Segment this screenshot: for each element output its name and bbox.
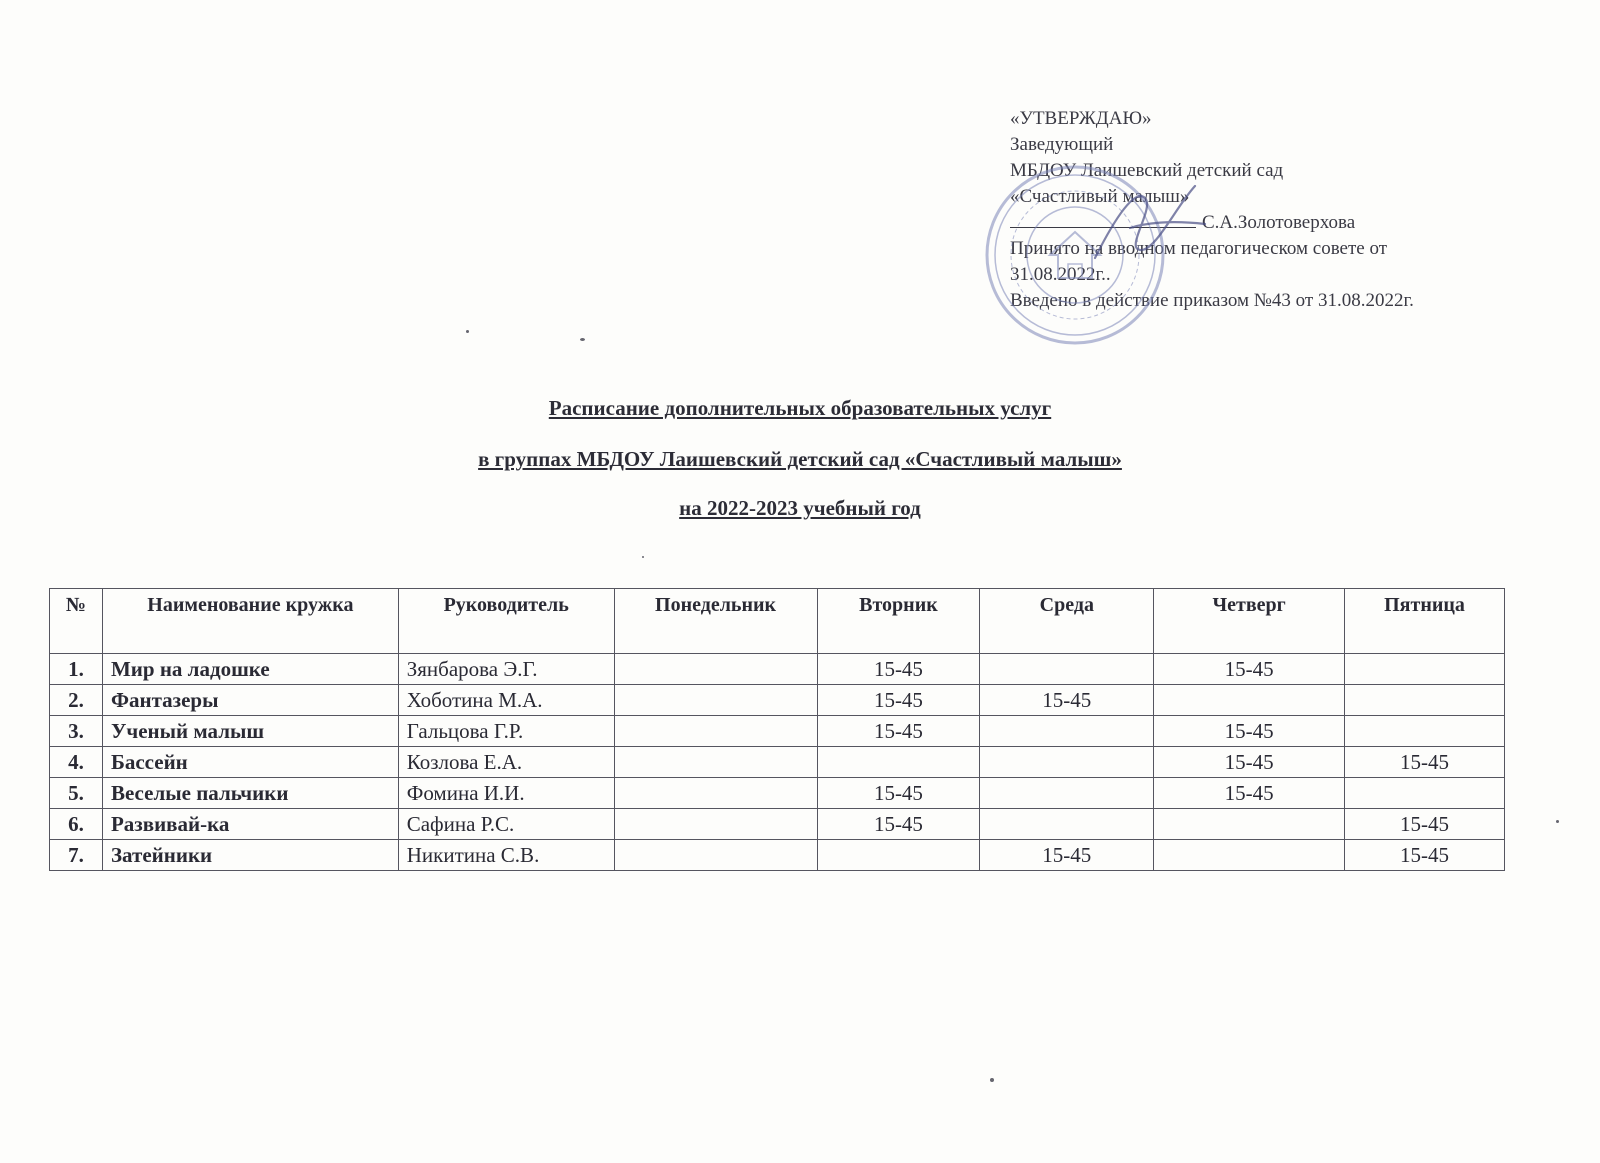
club-name: Мир на ладошке (102, 654, 398, 685)
header-leader: Руководитель (398, 589, 614, 654)
club-name: Веселые пальчики (102, 778, 398, 809)
thursday-time: 15-45 (1154, 747, 1345, 778)
signature-underline (1010, 211, 1196, 228)
monday-time (614, 685, 817, 716)
thursday-time (1154, 840, 1345, 871)
approval-order-note: Введено в действие приказом №43 от 31.08.2022г. (1010, 290, 1414, 311)
row-number: 2. (50, 685, 103, 716)
tuesday-time: 15-45 (817, 685, 980, 716)
scan-speck (642, 556, 644, 558)
friday-time: 15-45 (1345, 840, 1505, 871)
wednesday-time: 15-45 (980, 685, 1154, 716)
wednesday-time (980, 747, 1154, 778)
club-name: Развивай-ка (102, 809, 398, 840)
document-title-line-2: в группах МБДОУ Лаишевский детский сад «Счастливый малыш» (478, 447, 1122, 471)
monday-time (614, 809, 817, 840)
table-row (50, 716, 1505, 747)
monday-time (614, 840, 817, 871)
club-leader: Зянбарова Э.Г. (398, 654, 614, 685)
schedule-table (49, 588, 1505, 871)
friday-time (1345, 685, 1505, 716)
thursday-time: 15-45 (1154, 716, 1345, 747)
club-leader: Козлова Е.А. (398, 747, 614, 778)
row-number: 5. (50, 778, 103, 809)
club-name: Ученый малыш (102, 716, 398, 747)
table-row (50, 809, 1505, 840)
scan-speck (990, 1078, 994, 1082)
header-thursday: Четверг (1154, 589, 1345, 654)
row-number: 3. (50, 716, 103, 747)
friday-time: 15-45 (1345, 809, 1505, 840)
tuesday-time: 15-45 (817, 778, 980, 809)
wednesday-time: 15-45 (980, 840, 1154, 871)
document-title-line-1: Расписание дополнительных образовательных услуг (548, 396, 1052, 420)
approval-organization-name: «Счастливый малыш» (1010, 186, 1190, 207)
monday-time (614, 716, 817, 747)
wednesday-time (980, 716, 1154, 747)
row-number: 1. (50, 654, 103, 685)
club-name: Фантазеры (102, 685, 398, 716)
monday-time (614, 654, 817, 685)
header-monday: Понедельник (614, 589, 817, 654)
wednesday-time (980, 809, 1154, 840)
thursday-time: 15-45 (1154, 654, 1345, 685)
scan-speck (1556, 820, 1559, 823)
club-leader: Сафина Р.С. (398, 809, 614, 840)
table-header-row (50, 589, 1505, 654)
friday-time (1345, 716, 1505, 747)
tuesday-time: 15-45 (817, 809, 980, 840)
tuesday-time (817, 840, 980, 871)
approval-signer: С.А.Золотоверхова (1202, 212, 1356, 233)
approval-block (1010, 106, 1530, 314)
tuesday-time: 15-45 (817, 716, 980, 747)
approval-header: «УТВЕРЖДАЮ» (1010, 108, 1152, 129)
table-row (50, 840, 1505, 871)
scan-speck (580, 338, 585, 341)
scan-speck (466, 330, 469, 333)
table-row (50, 654, 1505, 685)
approval-signature-line (1010, 210, 1530, 236)
table-row (50, 685, 1505, 716)
wednesday-time (980, 778, 1154, 809)
thursday-time (1154, 809, 1345, 840)
club-leader: Гальцова Г.Р. (398, 716, 614, 747)
wednesday-time (980, 654, 1154, 685)
friday-time: 15-45 (1345, 747, 1505, 778)
header-wednesday: Среда (980, 589, 1154, 654)
monday-time (614, 778, 817, 809)
thursday-time (1154, 685, 1345, 716)
club-leader: Хоботина М.А. (398, 685, 614, 716)
approval-council-note: Принято на вводном педагогическом совете от (1010, 238, 1388, 259)
approval-organization: МБДОУ Лаишевский детский сад (1010, 160, 1284, 181)
table-row (50, 778, 1505, 809)
row-number: 4. (50, 747, 103, 778)
tuesday-time: 15-45 (817, 654, 980, 685)
club-leader: Никитина С.В. (398, 840, 614, 871)
approval-position: Заведующий (1010, 134, 1114, 155)
tuesday-time (817, 747, 980, 778)
club-name: Бассейн (102, 747, 398, 778)
friday-time (1345, 654, 1505, 685)
header-tuesday: Вторник (817, 589, 980, 654)
monday-time (614, 747, 817, 778)
header-club-name: Наименование кружка (102, 589, 398, 654)
approval-council-date: 31.08.2022г.. (1010, 264, 1111, 285)
document-title-line-3: на 2022-2023 учебный год (679, 496, 921, 520)
table-row (50, 747, 1505, 778)
row-number: 7. (50, 840, 103, 871)
header-number: № (50, 589, 103, 654)
friday-time (1345, 778, 1505, 809)
thursday-time: 15-45 (1154, 778, 1345, 809)
club-leader: Фомина И.И. (398, 778, 614, 809)
header-friday: Пятница (1345, 589, 1505, 654)
row-number: 6. (50, 809, 103, 840)
club-name: Затейники (102, 840, 398, 871)
